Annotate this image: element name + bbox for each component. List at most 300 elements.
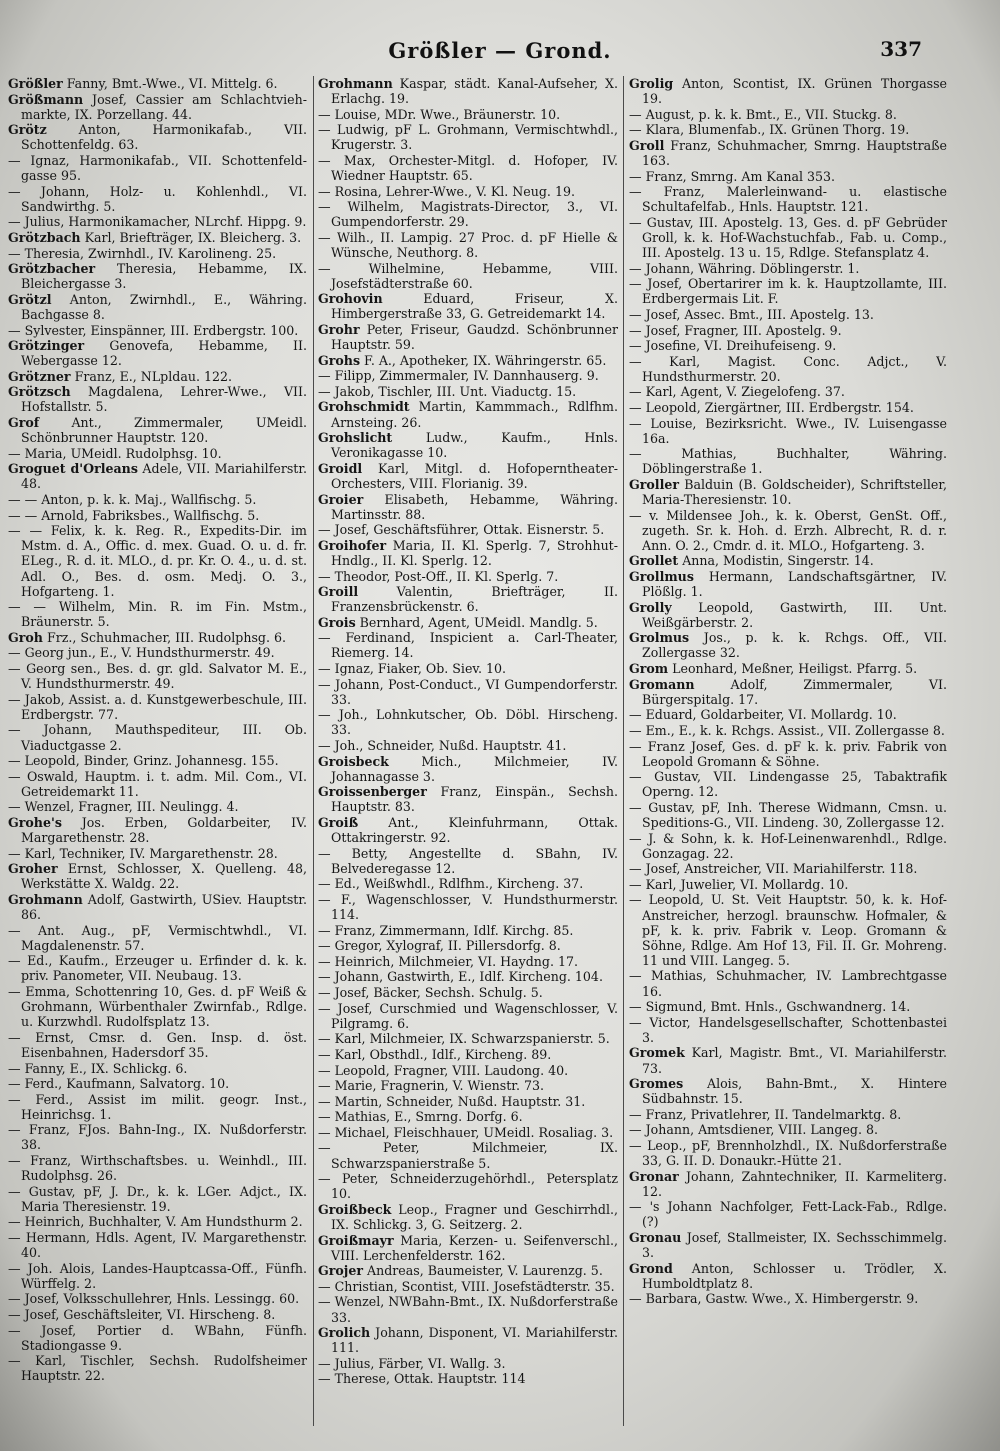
entry-details: — Peter, Schneiderzugehörhdl., Petersplatz 10. <box>318 1171 618 1202</box>
directory-entry <box>8 446 307 461</box>
entry-details: — Gustav, pF, Inh. Therese Widmann, Cmsn. u. Speditions-G., VII. Lindeng. 30, Zollergasse 12. <box>629 799 947 830</box>
entry-surname: Groissenberger <box>318 784 427 800</box>
entry-details: — Filipp, Zimmermaler, IV. Dannhauserg. 9. <box>318 368 599 384</box>
entry-details: — Karl, Milchmeier, IX. Schwarzspanierstr. 5. <box>318 1031 610 1047</box>
directory-entry <box>318 76 618 106</box>
entry-surname: Gronar <box>629 1168 679 1184</box>
entry-details: — Wenzel, NWBahn-Bmt., IX. Nußdorferstraße 33. <box>318 1294 618 1325</box>
entry-details: — — Wilhelm, Min. R. im Fin. Mstm., Bräunerstr. 5. <box>8 599 307 630</box>
entry-surname: Groisbeck <box>318 753 389 769</box>
entry-surname: Gromes <box>629 1076 684 1092</box>
entry-details: Peter, Friseur, Gaudzd. Schönbrunner Hauptstr. 59. <box>331 322 618 353</box>
entry-surname: Grötz <box>8 122 47 138</box>
directory-entry <box>318 322 618 352</box>
directory-entry <box>318 923 618 938</box>
directory-entry <box>318 430 618 460</box>
entry-details: — Wilh., II. Lampig. 27 Proc. d. pF Hielle & Wünsche, Neuthorg. 8. <box>318 229 618 261</box>
entry-surname: Groidl <box>318 460 363 476</box>
entry-surname: Groihofer <box>318 537 387 553</box>
entry-details: Johann, Disponent, VI. Mariahilferstr. 111. <box>331 1325 618 1356</box>
directory-entry <box>629 354 947 384</box>
entry-details: — Therese, Ottak. Hauptstr. 114 <box>318 1371 526 1387</box>
directory-entry <box>318 153 618 183</box>
directory-entry <box>318 1047 618 1062</box>
entry-details: — Josef, Geschäftsleiter, VI. Hirscheng. 8. <box>8 1307 276 1322</box>
directory-entry <box>318 261 618 291</box>
entry-details: — Franz, Zimmermann, Idlf. Kirchg. 85. <box>318 922 574 938</box>
directory-entry <box>629 999 947 1014</box>
directory-entry <box>629 1076 947 1106</box>
entry-surname: Grohr <box>318 322 360 337</box>
directory-entry <box>629 215 947 260</box>
directory-entry <box>318 969 618 984</box>
entry-details: — Mathias, Schuhmacher, IV. Lambrechtgasse 16. <box>629 968 947 999</box>
directory-entry <box>8 692 307 722</box>
entry-details: — Johann, Holz- u. Kohlenhdl., VI. Sandwirthg. 5. <box>8 183 307 214</box>
directory-entry <box>629 1291 947 1306</box>
entry-details: — Franz, Malerleinwand- u. elastische Schultafelfab., Hnls. Hauptstr. 121. <box>629 184 947 215</box>
entry-details: Adolf, Gastwirth, USiev. Hauptstr. 86. <box>21 891 307 923</box>
entry-details: — Josef, Assec. Bmt., III. Apostelg. 13. <box>629 306 874 322</box>
entry-details: — Jakob, Assist. a. d. Kunstgewerbeschule, III. Erdbergstr. 77. <box>8 691 307 722</box>
directory-entry <box>629 1015 947 1045</box>
entry-surname: Groier <box>318 491 364 507</box>
entry-details: — Theresia, Zwirnhdl., IV. Karolineng. 25. <box>8 245 277 261</box>
entry-surname: Größmann <box>8 91 84 107</box>
entry-details: — Josef, Bäcker, Sechsh. Schulg. 5. <box>318 985 543 1001</box>
directory-entry <box>8 984 307 1029</box>
entry-details: — Gustav, III. Apostelg. 13, Ges. d. pF Gebrüder Groll, k. k. Hof-Wachstuchfab., Fab. u. Comp., III. Apostelg. 13 u. 15, Rdlge. Stefansplatz 4. <box>629 214 947 261</box>
entry-details: — 's Johann Nachfolger, Fett-Lack-Fab., Rdlge. (?) <box>629 1199 947 1230</box>
directory-entry <box>629 739 947 769</box>
directory-entry <box>8 323 307 338</box>
directory-entry <box>318 1140 618 1170</box>
directory-entry <box>629 323 947 338</box>
directory-entry <box>8 1092 307 1122</box>
entry-details: — Oswald, Hauptm. i. t. adm. Mil. Com., VI. Getreidemarkt 11. <box>8 768 307 799</box>
directory-entry <box>8 799 307 814</box>
directory-entry <box>8 246 307 261</box>
directory-entry <box>318 1279 618 1294</box>
entry-details: — Franz Josef, Ges. d. pF k. k. priv. Fabrik von Leopold Gromann & Söhne. <box>629 738 947 769</box>
entry-details: — F., Wagenschlosser, V. Hundsthurmerstr. 114. <box>318 891 618 923</box>
entry-details: — Josefine, VI. Dreihufeiseng. 9. <box>629 338 837 354</box>
entry-details: — Ernst, Cmsr. d. Gen. Insp. d. öst. Eisenbahnen, Hadersdorf 35. <box>8 1029 307 1060</box>
directory-entry <box>8 1353 307 1383</box>
entry-details: — Leopold, Binder, Grinz. Johannesg. 155. <box>8 753 279 769</box>
entry-details: — Joh. Alois, Landes-Hauptcassa-Off., Fünfh. Würffelg. 2. <box>8 1260 307 1291</box>
entry-details: Anton, Schlosser u. Trödler, X. Humboldtplatz 8. <box>642 1260 947 1291</box>
entry-details: — Christian, Scontist, VIII. Josefstädterstr. 35. <box>318 1278 615 1294</box>
entry-details: — — Felix, k. k. Reg. R., Expedits-Dir. im Mstm. d. A., Offic. d. mex. Guad. O. u. d. fr. ELeg., R. d. it. MLO., d. pr. Kr. O. 4., u. d. st. Adl. O., Bes. d. osm. Medj. O. 3., Hofgarteng. 1. <box>8 523 307 599</box>
directory-entry <box>8 953 307 983</box>
directory-entry <box>8 230 307 245</box>
entry-surname: Groll <box>629 137 665 153</box>
directory-entry <box>629 138 947 168</box>
column-divider <box>313 76 314 1426</box>
entry-details: — Wilhelm, Magistrats-Director, 3., VI. Gumpendorferstr. 29. <box>318 199 618 230</box>
entry-surname: Grötzner <box>8 368 71 384</box>
entry-details: — Johann, Amtsdiener, VIII. Langeg. 8. <box>629 1122 878 1138</box>
entry-details: — Joh., Lohnkutscher, Ob. Döbl. Hirscheng. 33. <box>318 707 618 738</box>
directory-entry <box>8 599 307 629</box>
entry-details: — Max, Orchester-Mitgl. d. Hofoper, IV. Wiedner Hauptstr. 65. <box>318 152 618 184</box>
entry-surname: Grötzl <box>8 291 52 307</box>
entry-details: — v. Mildensee Joh., k. k. Oberst, GenSt. Off., zugeth. Sr. k. Hoh. d. Erzh. Albrecht, R. d. r. Ann. O. 2., Cmdr. d. it. MLO., Hofgarteng. 3. <box>629 507 947 553</box>
entry-details: — Sigmund, Bmt. Hnls., Gschwandnerg. 14. <box>629 999 911 1015</box>
running-head: Größler — Grond. <box>388 38 612 63</box>
entry-details: Alois, Bahn-Bmt., X. Hintere Südbahnstr. 15. <box>642 1076 947 1107</box>
entry-details: — Josef, Anstreicher, VII. Mariahilferstr. 118. <box>629 861 918 877</box>
directory-entry <box>318 122 618 152</box>
entry-details: — Louise, Bezirksricht. Wwe., IV. Luisengasse 16a. <box>629 415 947 446</box>
directory-entry <box>8 523 307 598</box>
entry-surname: Grolly <box>629 599 672 615</box>
directory-entry <box>318 754 618 784</box>
entry-details: — Josef, Curschmied und Wagenschlosser, V. Pilgramg. 6. <box>318 1000 618 1031</box>
entry-details: — — Arnold, Fabriksbes., Wallfischg. 5. <box>8 507 260 523</box>
entry-details: Genovefa, Hebamme, II. Webergasse 12. <box>21 338 307 369</box>
entry-details: — Barbara, Gastw. Wwe., X. Himbergerstr. 9. <box>629 1291 919 1307</box>
directory-entry <box>8 1261 307 1291</box>
directory-entry <box>8 846 307 861</box>
directory-entry <box>318 1325 618 1355</box>
entry-details: — Leopold, U. St. Veit Hauptstr. 50, k. k. Hof-Anstreicher, herzogl. braunschw. Hofmaler, & pF, k. k. priv. Fabrik v. Leop. Gromann & Söhne, Rdlge. Am Hof 13, Fil. II. Gr. Mohreng. 11 und VIII. Langeg. 5. <box>629 892 947 968</box>
entry-details: — Rosina, Lehrer-Wwe., V. Kl. Neug. 19. <box>318 183 575 199</box>
entry-details: Theresia, Hebamme, IX. Bleichergasse 3. <box>21 261 307 292</box>
column-divider <box>623 76 624 1426</box>
directory-entry <box>629 661 947 676</box>
entry-details: Kaspar, städt. Kanal-Aufseher, X. Erlachg. 19. <box>331 76 618 107</box>
directory-entry <box>318 1263 618 1278</box>
entry-details: — Ignaz, Fiaker, Ob. Siev. 10. <box>318 661 507 677</box>
entry-details: — Johann, Mauthspediteur, III. Ob. Viaductgasse 2. <box>8 722 307 753</box>
entry-details: Andreas, Baumeister, V. Laurenzg. 5. <box>363 1263 603 1279</box>
directory-entry <box>318 199 618 229</box>
entry-details: — Franz, Smrng. Am Kanal 353. <box>629 168 836 184</box>
entry-details: Eduard, Friseur, X. Himbergerstraße 33, G. Getreidemarkt 14. <box>331 291 618 322</box>
directory-entry <box>318 291 618 321</box>
entry-surname: Grond <box>629 1260 673 1276</box>
directory-entry <box>8 1153 307 1183</box>
directory-entry <box>8 1323 307 1353</box>
directory-entry <box>8 722 307 752</box>
entry-details: — Mathias, Buchhalter, Währing. Döblingerstraße 1. <box>629 446 947 477</box>
entry-details: — Wenzel, Fragner, III. Neulingg. 4. <box>8 799 239 815</box>
entry-details: — Leopold, Ziergärtner, III. Erdbergstr. 154. <box>629 399 914 415</box>
directory-entry <box>318 815 618 845</box>
entry-details: Mich., Milchmeier, IV. Johannagasse 3. <box>331 753 618 784</box>
directory-entry <box>629 307 947 322</box>
entry-details: — Martin, Schneider, Nußd. Hauptstr. 31. <box>318 1093 586 1109</box>
page-header <box>0 38 1000 68</box>
entry-details: Frz., Schuhmacher, III. Rudolphsg. 6. <box>42 629 286 645</box>
directory-entry <box>318 1001 618 1031</box>
directory-entry <box>629 892 947 967</box>
directory-entry <box>318 107 618 122</box>
entry-details: — Gregor, Xylograf, II. Pillersdorfg. 8. <box>318 938 561 954</box>
entry-details: Anton, Scontist, IX. Grünen Thorgasse 19. <box>642 76 947 107</box>
entry-details: Josef, Stallmeister, IX. Sechsschimmelg. 3. <box>642 1230 947 1261</box>
directory-entry <box>318 1078 618 1093</box>
directory-entry <box>8 292 307 322</box>
directory-entry <box>318 892 618 922</box>
directory-entry <box>629 677 947 707</box>
directory-entry <box>8 1122 307 1152</box>
directory-column-2 <box>318 76 618 1436</box>
entry-details: — Johann, Gastwirth, E., Idlf. Kircheng. 104. <box>318 969 603 985</box>
entry-details: Leop., Fragner und Geschirrhdl., IX. Schlickg. 3, G. Seitzerg. 2. <box>331 1201 618 1232</box>
entry-details: — Emma, Schottenring 10, Ges. d. pF Weiß & Grohmann, Würbenthaler Zwirnfab., Rdlge. u. Kurzwhdl. Rudolfsplatz 13. <box>8 984 307 1030</box>
directory-entry <box>318 938 618 953</box>
entry-surname: Grötzinger <box>8 338 85 354</box>
entry-details: Adele, VII. Mariahilferstr. 48. <box>21 461 307 492</box>
entry-details: — Josef, Portier d. WBahn, Fünfh. Stadiongasse 9. <box>8 1322 307 1353</box>
directory-entry <box>629 831 947 861</box>
entry-surname: Grolig <box>629 76 674 91</box>
entry-details: Anton, Zwirnhdl., E., Währing. Bachgasse 8. <box>21 291 307 322</box>
entry-details: Bernhard, Agent, UMeidl. Mandlg. 5. <box>355 614 598 630</box>
directory-entry <box>629 384 947 399</box>
entry-details: Maria, Kerzen- u. Seifenverschl., VIII. Lerchenfelderstr. 162. <box>331 1232 618 1263</box>
entry-surname: Groiß <box>318 815 359 830</box>
entry-details: — Georg sen., Bes. d. gr. gld. Salvator M. E., V. Hundsthurmerstr. 49. <box>8 661 307 692</box>
entry-details: Adolf, Zimmermaler, VI. Bürgerspitalg. 17. <box>642 676 947 707</box>
directory-entry <box>318 954 618 969</box>
entry-details: — J. & Sohn, k. k. Hof-Leinenwarenhdl., Rdlge. Gonzagag. 22. <box>629 830 947 861</box>
entry-surname: Grohe's <box>8 815 62 830</box>
directory-entry <box>8 645 307 660</box>
entry-details: Balduin (B. Goldscheider), Schriftsteller, Maria-Theresienstr. 10. <box>642 476 947 508</box>
directory-entry <box>629 107 947 122</box>
entry-surname: Groher <box>8 861 58 877</box>
entry-details: Elisabeth, Hebamme, Währing. Martinsstr. 88. <box>331 491 618 522</box>
entry-details: Leonhard, Meßner, Heiligst. Pfarrg. 5. <box>668 661 918 677</box>
directory-entry <box>8 508 307 523</box>
entry-details: — — Anton, p. k. k. Maj., Wallfischg. 5. <box>8 492 257 508</box>
directory-entry <box>318 461 618 491</box>
entry-details: — Johann, Währing. Döblingerstr. 1. <box>629 260 860 276</box>
entry-details: — Wilhelmine, Hebamme, VIII. Josefstädterstraße 60. <box>318 260 618 291</box>
entry-details: — Franz, FJos. Bahn-Ing., IX. Nußdorferstr. 38. <box>8 1122 307 1153</box>
directory-entry <box>318 569 618 584</box>
directory-entry <box>8 1076 307 1091</box>
directory-entry <box>8 184 307 214</box>
entry-details: — Johann, Post-Conduct., VI Gumpendorferstr. 33. <box>318 676 618 707</box>
entry-details: Maria, II. Kl. Sperlg. 7, Strohhut-Hndlg., II. Kl. Sperlg. 12. <box>331 537 618 568</box>
entry-details: — Louise, MDr. Wwe., Bräunerstr. 10. <box>318 106 561 122</box>
directory-entry <box>8 661 307 691</box>
entry-details: — Ferdinand, Inspicient a. Carl-Theater, Riemerg. 14. <box>318 630 618 661</box>
entry-details: — Jakob, Tischler, III. Unt. Viaductg. 15. <box>318 383 577 399</box>
directory-entry <box>318 522 618 537</box>
directory-entry <box>629 122 947 137</box>
directory-entry <box>629 630 947 660</box>
directory-entry <box>629 1138 947 1168</box>
entry-details: — Fanny, E., IX. Schlickg. 6. <box>8 1060 188 1076</box>
entry-details: Ant., Kleinfuhrmann, Ottak. Ottakringerstr. 92. <box>331 815 618 846</box>
directory-entry <box>8 76 307 91</box>
directory-column-1 <box>8 76 307 1436</box>
entry-details: Martin, Kammmach., Rdlfhm. Arnsteing. 26. <box>331 399 618 430</box>
directory-entry <box>629 1230 947 1260</box>
entry-details: — Ed., Weißwhdl., Rdlfhm., Kircheng. 37. <box>318 876 584 892</box>
entry-details: — Marie, Fragnerin, V. Wienstr. 73. <box>318 1078 544 1094</box>
entry-details: F. A., Apotheker, IX. Währingerstr. 65. <box>360 352 607 368</box>
directory-entry <box>629 338 947 353</box>
entry-surname: Grohmann <box>318 76 393 91</box>
entry-details: — Karl, Magist. Conc. Adjct., V. Hundsthurmerstr. 20. <box>629 353 947 384</box>
directory-entry <box>8 492 307 507</box>
entry-details: Magdalena, Lehrer-Wwe., VII. Hofstallstr. 5. <box>21 384 307 415</box>
directory-entry <box>8 815 307 845</box>
entry-surname: Grolich <box>318 1325 371 1341</box>
directory-entry <box>318 1202 618 1232</box>
directory-entry <box>629 707 947 722</box>
directory-entry <box>629 477 947 507</box>
directory-entry <box>629 968 947 998</box>
entry-surname: Grohs <box>318 352 361 368</box>
entry-surname: Groller <box>629 476 680 492</box>
directory-entry <box>8 369 307 384</box>
directory-entry <box>318 630 618 660</box>
entry-details: — Josef, Fragner, III. Apostelg. 9. <box>629 322 842 338</box>
directory-entry <box>318 384 618 399</box>
directory-entry <box>318 368 618 383</box>
entry-details: — Maria, UMeidl. Rudolphsg. 10. <box>8 445 222 461</box>
directory-entry <box>629 569 947 599</box>
entry-details: — Leopold, Fragner, VIII. Laudong. 40. <box>318 1062 569 1078</box>
directory-entry <box>8 461 307 491</box>
entry-details: — Julius, Harmonikamacher, NLrchf. Hippg. 9. <box>8 214 307 230</box>
directory-entry <box>8 214 307 229</box>
directory-entry <box>8 1061 307 1076</box>
directory-entry <box>318 784 618 814</box>
directory-entry <box>8 1230 307 1260</box>
entry-details: — Julius, Färber, VI. Wallg. 3. <box>318 1355 506 1371</box>
entry-surname: Grohschmidt <box>318 399 410 415</box>
entry-details: Franz, Einspän., Sechsh. Hauptstr. 83. <box>331 784 618 815</box>
entry-surname: Grollmus <box>629 569 694 584</box>
entry-details: — Klara, Blumenfab., IX. Grünen Thorg. 19. <box>629 122 910 138</box>
entry-details: — Joh., Schneider, Nußd. Hauptstr. 41. <box>318 738 567 754</box>
entry-details: Josef, Cassier am Schlachtvieh-markte, IX. Porzellang. 44. <box>21 91 307 122</box>
directory-entry <box>8 1184 307 1214</box>
directory-entry <box>8 923 307 953</box>
directory-entry <box>8 261 307 291</box>
directory-entry <box>8 769 307 799</box>
entry-details: Karl, Briefträger, IX. Bleicherg. 3. <box>80 229 302 245</box>
directory-entry <box>629 446 947 476</box>
directory-entry <box>318 584 618 614</box>
directory-entry <box>8 415 307 445</box>
directory-entry <box>318 1125 618 1140</box>
entry-details: Johann, Zahntechniker, II. Karmeliterg. 12. <box>642 1168 947 1199</box>
directory-entry <box>318 353 618 368</box>
entry-details: Anna, Modistin, Singerstr. 14. <box>678 553 874 569</box>
entry-details: — Hermann, Hdls. Agent, IV. Margarethenstr. 40. <box>8 1230 307 1261</box>
directory-entry <box>318 707 618 737</box>
directory-entry <box>318 399 618 429</box>
entry-details: — Georg jun., E., V. Hundsthurmerstr. 49. <box>8 645 275 661</box>
directory-entry <box>8 753 307 768</box>
entry-details: — Victor, Handelsgesellschafter, Schottenbastei 3. <box>629 1014 947 1045</box>
entry-details: Franz, E., NLpldau. 122. <box>70 368 233 384</box>
directory-entry <box>318 230 618 260</box>
entry-surname: Groißmayr <box>318 1232 394 1248</box>
entry-details: — Mathias, E., Smrng. Dorfg. 6. <box>318 1109 523 1125</box>
entry-details: — Karl, Techniker, IV. Margarethenstr. 28. <box>8 845 278 861</box>
directory-entry <box>629 169 947 184</box>
directory-entry <box>629 1199 947 1229</box>
entry-surname: Grötzbacher <box>8 261 96 277</box>
entry-surname: Gromek <box>629 1045 685 1061</box>
directory-entry <box>8 153 307 183</box>
directory-entry <box>629 877 947 892</box>
entry-details: — Karl, Agent, V. Ziegelofeng. 37. <box>629 384 845 400</box>
entry-details: — Ferd., Kaufmann, Salvatorg. 10. <box>8 1076 230 1092</box>
directory-entry <box>629 1045 947 1075</box>
directory-entry <box>8 338 307 368</box>
entry-surname: Grof <box>8 415 40 431</box>
entry-details: — Peter, Milchmeier, IX. Schwarzspanierstraße 5. <box>318 1140 618 1171</box>
entry-details: Ludw., Kaufm., Hnls. Veronikagasse 10. <box>331 430 618 461</box>
directory-entry <box>629 508 947 553</box>
directory-entry <box>629 184 947 214</box>
directory-entry <box>629 1122 947 1137</box>
directory-entry <box>629 400 947 415</box>
directory-entry <box>629 261 947 276</box>
directory-entry <box>318 1094 618 1109</box>
entry-details: — Ed., Kaufm., Erzeuger u. Erfinder d. k. k. priv. Panometer, VII. Neubaug. 13. <box>8 953 307 984</box>
entry-details: Anton, Harmonikafab., VII. Schottenfeldg. 63. <box>21 122 307 153</box>
entry-details: — Michael, Fleischhauer, UMeidl. Rosaliag. 3. <box>318 1124 614 1140</box>
directory-entry <box>8 122 307 152</box>
entry-details: Franz, Schuhmacher, Smrng. Hauptstraße 163. <box>642 137 947 168</box>
directory-entry <box>8 92 307 122</box>
directory-entry <box>318 738 618 753</box>
directory-entry <box>318 1294 618 1324</box>
entry-surname: Groill <box>318 584 359 600</box>
entry-details: Jos. Erben, Goldarbeiter, IV. Margarethenstr. 28. <box>21 815 307 846</box>
entry-details: Fanny, Bmt.-Wwe., VI. Mittelg. 6. <box>62 76 278 91</box>
entry-details: — Em., E., k. k. Rchgs. Assist., VII. Zollergasse 8. <box>629 722 945 738</box>
directory-entry <box>629 1261 947 1291</box>
entry-details: — Franz, Wirthschaftsbes. u. Weinhdl., III. Rudolphsg. 26. <box>8 1153 307 1184</box>
entry-details: — Karl, Tischler, Sechsh. Rudolfsheimer Hauptstr. 22. <box>8 1353 307 1384</box>
entry-details: — Gustav, pF, J. Dr., k. k. LGer. Adjct., IX. Maria Theresienstr. 19. <box>8 1183 307 1214</box>
directory-entry <box>318 1356 618 1371</box>
entry-details: — Heinrich, Buchhalter, V. Am Hundsthurm 2. <box>8 1214 303 1230</box>
directory-entry <box>318 1063 618 1078</box>
directory-entry <box>8 1307 307 1322</box>
entry-surname: Grollet <box>629 553 679 569</box>
entry-details: — Gustav, VII. Lindengasse 25, Tabaktrafik Operng. 12. <box>629 769 947 800</box>
entry-surname: Grötzbach <box>8 229 81 245</box>
directory-entry <box>629 416 947 446</box>
entry-details: — Ignaz, Harmonikafab., VII. Schottenfeld-gasse 95. <box>8 152 307 184</box>
directory-entry <box>629 800 947 830</box>
entry-surname: Grolmus <box>629 630 690 646</box>
directory-entry <box>629 600 947 630</box>
directory-entry <box>629 553 947 568</box>
entry-details: Karl, Mitgl. d. Hofoperntheater-Orchesters, VIII. Florianig. 39. <box>331 460 618 491</box>
entry-surname: Groguet d'Orleans <box>8 461 138 477</box>
entry-details: — Theodor, Post-Off., II. Kl. Sperlg. 7. <box>318 568 559 584</box>
entry-details: Hermann, Landschaftsgärtner, IV. Plößlg. 1. <box>642 569 947 600</box>
directory-entry <box>318 538 618 568</box>
directory-entry <box>318 1371 618 1386</box>
